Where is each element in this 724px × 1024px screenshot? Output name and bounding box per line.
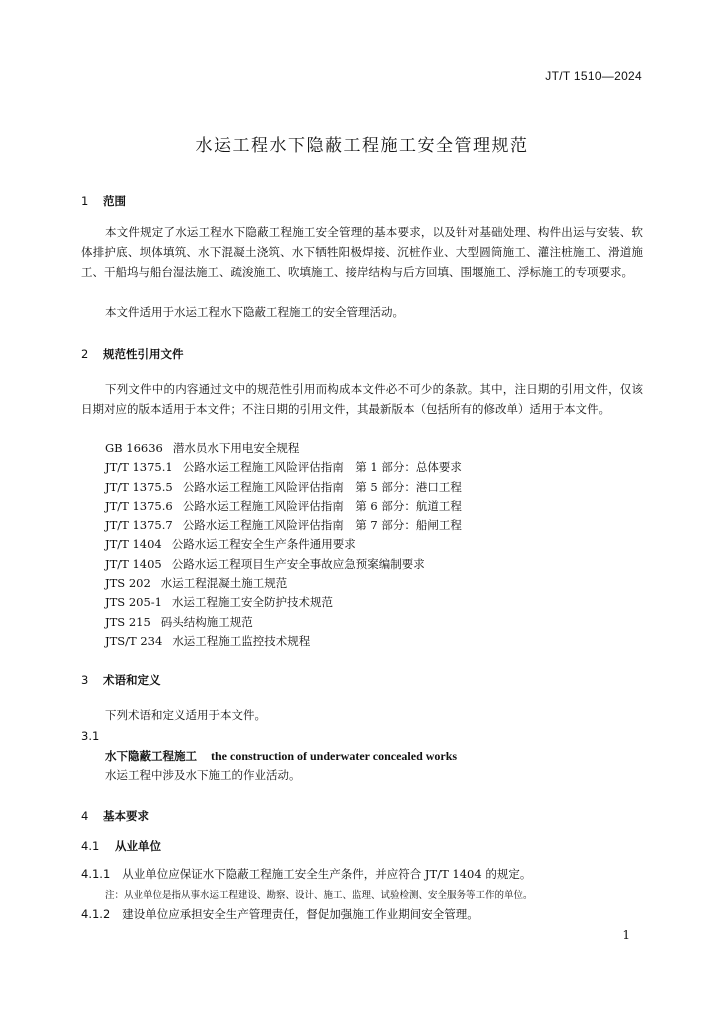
clause-number: 4.1.2 — [81, 907, 111, 921]
reference-title: 公路水运工程施工风险评估指南 第 5 部分：港口工程 — [182, 479, 462, 494]
reference-code: JTS 205-1 — [105, 595, 162, 610]
reference-title: 公路水运工程安全生产条件通用要求 — [171, 537, 356, 552]
section-1-heading — [81, 193, 126, 209]
section-4-number: 4 — [81, 809, 89, 823]
section-2-title: 规范性引用文件 — [103, 347, 184, 361]
clause-text: 建设单位应承担安全生产管理责任，督促加强施工作业期间安全管理。 — [122, 907, 479, 921]
reference-item — [105, 458, 462, 477]
reference-title: 水运工程施工安全防护技术规范 — [171, 595, 333, 610]
term-chinese: 水下隐蔽工程施工 — [105, 749, 197, 763]
reference-item — [105, 516, 462, 535]
reference-title: 公路水运工程施工风险评估指南 第 7 部分：船闸工程 — [182, 518, 462, 533]
clause-number: 4.1.1 — [81, 867, 111, 881]
subsection-4-1-title: 从业单位 — [115, 839, 161, 853]
reference-item — [105, 497, 462, 516]
document-title: 水运工程水下隐蔽工程施工安全管理规范 — [195, 136, 529, 156]
term-definition: 水运工程中涉及水下施工的作业活动。 — [105, 768, 301, 782]
reference-title: 水运工程混凝土施工规范 — [160, 576, 288, 591]
clause-4-1-2 — [81, 906, 479, 922]
reference-item — [105, 555, 462, 574]
reference-item — [105, 613, 462, 632]
reference-item — [105, 535, 462, 554]
section-3-intro-paragraph: 下列术语和定义适用于本文件。 — [105, 708, 266, 722]
section-1-number: 1 — [81, 194, 89, 208]
section-2-heading — [81, 346, 184, 362]
reference-code: JT/T 1375.5 — [105, 479, 173, 494]
subsection-4-1-heading — [81, 838, 161, 854]
reference-title: 公路水运工程施工风险评估指南 第 6 部分：航道工程 — [182, 498, 462, 513]
section-3-number: 3 — [81, 673, 89, 687]
reference-code: JTS/T 234 — [105, 633, 163, 648]
reference-code: JT/T 1375.6 — [105, 498, 173, 513]
reference-code: JTS 202 — [105, 576, 151, 591]
reference-code: JT/T 1404 — [105, 537, 162, 552]
section-2-intro-paragraph: 下列文件中的内容通过文中的规范性引用而构成本文件必不可少的条款。其中，注日期的引用文件，仅该日期对应的版本适用于本文件；不注日期的引用文件，其最新版本（包括所有的修改单）适用于本文件。 — [81, 382, 643, 416]
reference-item — [105, 478, 462, 497]
reference-item — [105, 574, 462, 593]
clause-text: 从业单位应保证水下隐蔽工程施工安全生产条件，并应符合 JT/T 1404 的规定。 — [122, 867, 532, 881]
reference-title: 公路水运工程施工风险评估指南 第 1 部分：总体要求 — [182, 460, 462, 475]
normative-references-list — [105, 439, 462, 651]
section-1-scope-paragraph: 本文件规定了水运工程水下隐蔽工程施工安全管理的基本要求，以及针对基础处理、构件出运与安装、软体排护底、坝体填筑、水下混凝土浇筑、水下牺牲阳极焊接、沉桩作业、大型圆筒施工、灌注桩施工、滑道施工、干船坞与船台湿法施工、疏浚施工、吹填施工、接岸结构与后方回填、围堰施工、浮标施工的专项要求。 — [81, 225, 643, 279]
reference-title: 码头结构施工规范 — [160, 614, 253, 629]
term-english: the construction of underwater concealed works — [211, 749, 458, 763]
reference-title: 水运工程施工监控技术规程 — [172, 633, 311, 648]
section-4-heading — [81, 808, 149, 824]
section-2-number: 2 — [81, 347, 89, 361]
term-entry — [105, 748, 457, 764]
subsection-4-1-number: 4.1 — [81, 839, 100, 853]
reference-code: JT/T 1375.7 — [105, 518, 173, 533]
section-3-heading — [81, 672, 161, 688]
reference-code: JTS 215 — [105, 614, 151, 629]
section-3-title: 术语和定义 — [103, 673, 161, 687]
section-1-title: 范围 — [103, 194, 126, 208]
reference-item — [105, 439, 462, 458]
reference-title: 公路水运工程项目生产安全事故应急预案编制要求 — [171, 556, 425, 571]
reference-code: GB 16636 — [105, 441, 163, 455]
standard-number: JT/T 1510—2024 — [545, 69, 642, 83]
reference-code: JT/T 1375.1 — [105, 460, 173, 475]
page-number: 1 — [622, 928, 630, 942]
section-1-applicability-paragraph: 本文件适用于水运工程水下隐蔽工程施工的安全管理活动。 — [105, 305, 404, 319]
reference-item — [105, 632, 462, 651]
section-4-title: 基本要求 — [103, 809, 149, 823]
reference-code: JT/T 1405 — [105, 556, 162, 571]
reference-title: 潜水员水下用电安全规程 — [172, 441, 300, 455]
note-text: 注：从业单位是指从事水运工程建设、勘察、设计、施工、监理、试验检测、安全服务等工作的单位。 — [105, 890, 533, 901]
reference-item — [105, 593, 462, 612]
term-number: 3.1 — [81, 729, 100, 743]
clause-4-1-1 — [81, 866, 531, 882]
